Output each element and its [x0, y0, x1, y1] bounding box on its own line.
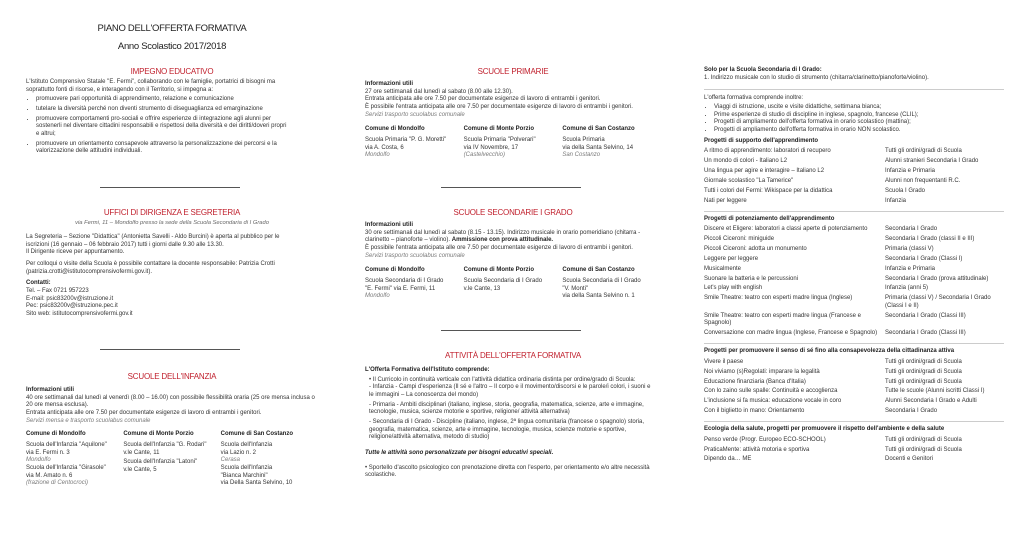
contatti-web[interactable]: Sito web: istitutocomprensivofermi.gov.it [26, 311, 133, 318]
page-title: PIANO DELL'OFFERTA FORMATIVA [97, 23, 247, 34]
school-address: "E. Fermi" via E. Fermi, 11 [365, 285, 436, 292]
school-name: Scuola Secondaria di I Grado [562, 278, 641, 285]
project-target: Tutti gli ordini/gradi di Scuola [885, 148, 962, 155]
project-target: Tutti gli ordini/gradi di Scuola [885, 446, 962, 453]
list-item: • Prime esperienze di studio di discipline in inglese, spagnolo, francese (CLIL); [714, 112, 1004, 120]
secondarie-info1-bold: Ammissione con prova attitudinale. [451, 237, 554, 244]
dirigente-text: Il Dirigente riceve per appuntamento. [26, 249, 125, 256]
secondarie-servizi: Servizi trasporto scuolabus comunale [365, 252, 465, 259]
comprende-label: L'offerta formativa comprende inoltre: [704, 95, 804, 102]
table-row [704, 295, 1004, 313]
comune-name: Comune di Monte Porzio [463, 267, 535, 274]
project-name: Noi viviamo (s)Regolati: imparare la legalità [704, 368, 820, 375]
divider [704, 89, 1004, 90]
school-name: "V. Monti" [562, 285, 589, 292]
project-target: Secondaria I Grado (Classi III) [885, 330, 966, 337]
info-label: Informazioni utili [365, 222, 413, 228]
school-address: via Lazio n. 2 [220, 449, 257, 456]
comune-mondolfo [365, 126, 464, 160]
project-name: Piccoli Ciceroni: adotta un monumento [704, 245, 807, 252]
table-row [704, 246, 1004, 256]
project-group-title: Progetti di potenziamento dell'apprendimento [704, 215, 835, 222]
project-target: Secondaria I Grado (classi II e III) [885, 236, 975, 243]
project-target: Primaria (classi V) [885, 245, 934, 252]
table-row [704, 256, 1004, 266]
solo-item: 1. Indirizzo musicale con lo studio di strumento (chitarra/clarinetto/pianoforte/violino). [704, 74, 929, 81]
project-target: Secondaria I Grado [885, 226, 938, 233]
school-name: Scuola dell'Infanzia [220, 465, 273, 472]
uffici-title: UFFICI DI DIRIGENZA E SEGRETERIA [103, 208, 241, 217]
project-target: Infanzia e Primaria [885, 168, 936, 175]
table-row [704, 198, 1004, 208]
project-table [704, 359, 1004, 418]
project-groups [704, 138, 1004, 467]
comune-san-costanzo [562, 126, 661, 160]
project-target: Secondaria I Grado [885, 408, 938, 415]
primarie-body [365, 81, 661, 160]
table-row [704, 447, 1004, 457]
project-name: Tutti i colori del Fermi: Wikispace per la didattica [704, 187, 833, 194]
inoltre-list [704, 104, 1004, 135]
comune-name: Comune di Monte Porzio [463, 126, 535, 133]
divider [704, 211, 1004, 212]
attivita-primaria: - Primaria - Ambiti disciplinari (italiano, inglese, storia, geografia, matematica, scienze, arte e immagine, tecnologie, musica, scienze motorie e sportive, religione/ attività alternativa) [369, 401, 644, 416]
project-target: Tutti gli ordini/gradi di Scuola [885, 368, 962, 375]
list-item: • promuovere comportamenti pro-sociali e offrire esperienze di integrazione agli alunni per sostenerli nel diventare cittadini responsabili e rispettosi della diversità e dei diritti/doveri propri e altrui; [36, 116, 288, 139]
uffici-body [26, 234, 288, 319]
school-place: (Castelvecchio) [463, 152, 506, 159]
project-table [704, 226, 1004, 340]
project-name: Smile Theatre: teatro con esperti madre lingua (Francese e Spagnolo) [704, 312, 861, 327]
project-name: Giornale scolastico "La Tamerice" [704, 177, 794, 184]
project-table [704, 437, 1004, 467]
school-address: v.le Cante, 11 [123, 449, 160, 456]
project-target: Alunni Secondaria I Grado e Adulti [885, 398, 977, 405]
divider [100, 187, 240, 188]
school-name: Scuola Primaria "P. G. Moretti" [365, 137, 447, 144]
school-place: Mondolfo [365, 293, 390, 300]
school-name: Scuola dell'Infanzia "G. Rodari" [123, 442, 207, 449]
school-name: Scuola dell'Infanzia "Latoni" [123, 459, 198, 466]
infanzia-info1: 40 ore settimanali dal lunedì al venerdì (8.00 – 16.00) con possibile flessibilità oraria (25 ore mensa inclusa o 20 ore mensa esclusa). [26, 394, 315, 409]
school-address: via IV Novembre, 17 [463, 144, 519, 151]
list-item: • tutelare la diversità perché non diventi strumento di diseguaglianza ed emarginazione [36, 106, 288, 114]
project-target: Tutte le scuole (Alunni iscritti Classi I) [885, 388, 985, 395]
project-target: Tutti gli ordini/gradi di Scuola [885, 358, 962, 365]
comune-monte-porzio [464, 267, 563, 301]
contatti-tel: Tel. – Fax 0721 957223 [26, 288, 89, 295]
infanzia-body [26, 387, 318, 488]
school-name: Scuola Secondaria di I Grado [463, 278, 543, 285]
project-name: Nati per leggere [704, 197, 747, 204]
school-address: via A. Costa, 6 [365, 144, 404, 151]
infanzia-title: SCUOLE DELL'INFANZIA [127, 372, 217, 381]
comune-mondolfo [26, 431, 123, 488]
school-address: via Della Santa Selvino, 10 [220, 480, 293, 487]
comune-name: Comune di San Costanzo [562, 267, 635, 274]
project-name: Let's play with english [704, 285, 763, 292]
project-name: Conversazione con madre lingua (Inglese, Francese e Spagnolo) [704, 330, 878, 337]
comune-name: Comune di Mondolfo [365, 267, 425, 274]
contatti-email[interactable]: E-mail: psic83200v@istruzione.it [26, 295, 114, 302]
info-label: Informazioni utili [26, 387, 74, 393]
table-row [704, 359, 1004, 369]
table-row [704, 313, 1004, 331]
impegno-list [26, 96, 288, 156]
comune-san-costanzo [221, 431, 318, 488]
attivita-title: ATTIVITÀ DELL'OFFERTA FORMATIVA [445, 351, 581, 360]
secondarie-info1-text: 30 ore settimanali dal lunedì al sabato (8.15 - 13.15). Indirizzo musicale in orario pomeridiano (chitarra - clarinetto – pianoforte – violino). [365, 229, 641, 244]
project-table [704, 148, 1004, 207]
school-year: Anno Scolastico 2017/2018 [117, 41, 227, 52]
comune-monte-porzio [123, 431, 220, 488]
divider [441, 330, 581, 331]
attivita-personalizzate: Tutte le attività sono personalizzate per bisogni educativi speciali. [365, 450, 554, 457]
primarie-title: SCUOLE PRIMARIE [477, 67, 549, 76]
uffici-subtitle: via Fermi, 11 – Mondolfo presso la sede della Scuola Secondaria di I Grado [75, 220, 269, 226]
school-place: Cerasa [220, 457, 240, 464]
impegno-intro: L'Istituto Comprensivo Statale "E. Fermi", collaborando con le famiglie, portatrici di bisogni ma soprattutto fonti di risorse, e interagendo con il Territorio, si impegna a: [26, 79, 276, 93]
project-target: Primaria (classi V) / Secondaria I Grado (Classi I e II) [885, 295, 991, 309]
comune-name: Comune di Mondolfo [365, 126, 425, 133]
school-place: (frazione di Centocroci) [26, 480, 89, 487]
project-name: Musicalmente [704, 265, 742, 272]
comune-name: Comune di Mondolfo [26, 431, 86, 438]
project-name: A ritmo di apprendimento: laboratori di recupero [704, 148, 831, 155]
project-name: Suonare la batteria e le percussioni [704, 275, 799, 282]
info-label: Informazioni utili [365, 81, 413, 87]
attivita-curricolo: • Il Curricolo in continuità verticale con l'attività didattica ordinaria distinta per ordine/grado di Scuola: [369, 376, 636, 383]
project-target: Docenti e Genitori [885, 456, 934, 463]
school-place: San Costanzo [562, 152, 601, 159]
table-row [704, 437, 1004, 447]
project-target: Alunni non frequentanti R.C. [885, 177, 961, 184]
comune-mondolfo [365, 267, 464, 301]
list-item: • Progetti di ampliamento dell'offerta formativa in orario scolastico (mattina); [714, 119, 1004, 127]
table-row [704, 148, 1004, 158]
school-place: Mondolfo [26, 457, 51, 464]
school-place: Mondolfo [365, 152, 390, 159]
project-group-title: Progetti di supporto dell'apprendimento [704, 137, 819, 144]
comune-monte-porzio [464, 126, 563, 160]
divider [704, 343, 1004, 344]
primarie-info2: Entrata anticipata alle ore 7.50 per documentate esigenze di lavoro di entrambi i genitori. [365, 96, 601, 103]
secondarie-info1 [365, 230, 661, 245]
impegno-body [26, 79, 288, 158]
school-address: via M. Amato n. 6 [26, 472, 73, 479]
list-item: • Progetti di ampliamento dell'offerta formativa in orario NON scolastico. [714, 127, 1004, 135]
project-target: Secondaria I Grado (prova attitudinale) [885, 275, 989, 282]
primarie-comuni [365, 126, 661, 160]
colloqui-text: Per colloqui o visite della Scuola è possibile contattare la docente responsabile: Patrizia Crotti (patrizia.crotti@istitutocomprensivofermi.gov.it). [26, 261, 275, 275]
project-target: Tutti gli ordini/gradi di Scuola [885, 436, 962, 443]
school-address: v.le Cante, 13 [463, 285, 501, 292]
school-name: Scuola dell'Infanzia "Girasole" [26, 465, 106, 472]
secondarie-info2: È possibile l'entrata anticipata alle ore 7.50 per documentate esigenze di lavoro di entrambi i genitori. [365, 245, 633, 252]
table-row [704, 398, 1004, 408]
primarie-info1: 27 ore settimanali dal lunedì al sabato (8.00 alle 12.30). [365, 88, 513, 95]
table-row [704, 369, 1004, 379]
primarie-info3: È possibile l'entrata anticipata alle ore 7.50 per documentate esigenze di lavoro di entrambi i genitori. [365, 104, 633, 111]
table-row [704, 188, 1004, 198]
divider [100, 349, 240, 350]
list-item: • Viaggi di istruzione, uscite e visite didattiche, settimana bianca; [714, 104, 1004, 112]
school-address: via della Santa Selvino n. 1 [562, 293, 635, 300]
project-name: PraticaMente: attività motoria e sportiva [704, 446, 810, 453]
attivita-secondaria: - Secondaria di I Grado - Discipline (italiano, inglese, 2ª lingua comunitaria (francese o spagnolo) storia, geografia, matematica, scienze, arte e immagine, tecnologie, musica, scienze motorie e sportive, religione/attività alternativa, metodo di studio) [369, 419, 645, 441]
project-name: Una lingua per agire e interagire – Italiano L2 [704, 168, 825, 175]
project-target: Secondaria I Grado (Classi I) [885, 255, 963, 262]
infanzia-servizi: Servizi mensa e trasporto scuolabus comunale [26, 417, 151, 424]
table-row [704, 158, 1004, 168]
divider [441, 187, 581, 188]
table-row [704, 379, 1004, 389]
project-target: Infanzia (anni 5) [885, 285, 929, 292]
project-name: Educazione finanziaria (Banca d'Italia) [704, 378, 806, 385]
project-group-title: Ecologia della salute, progetti per promuovere il rispetto dell'ambiente e della salute [704, 425, 945, 432]
segreteria-text: La Segreteria – Sezione "Didattica" (Antonietta Savelli - Aldo Burcini) è aperta al pubblico per le iscrizioni (16 gennaio – 06 febbraio 2017) tutti i giorni dalle 9.30 alle 13.30. [26, 234, 280, 248]
school-name: Scuola dell'Infanzia "Aquilone" [26, 442, 107, 449]
contatti-pec[interactable]: Pec: psic83200v@istruzione.pec.it [26, 303, 118, 310]
solo-title: Solo per la Scuola Secondaria di I Grado: [704, 67, 822, 73]
project-target: Infanzia e Primaria [885, 265, 936, 272]
attivita-body [365, 367, 655, 480]
secondarie-body [365, 222, 661, 301]
school-address: via della Santa Selvino, 14 [562, 144, 634, 151]
impegno-title: IMPEGNO EDUCATIVO [130, 67, 214, 76]
list-item: • promuovere un orientamento consapevole attraverso la personalizzazione dei percorsi e la valorizzazione delle attitudini individuali. [36, 141, 288, 156]
project-name: Dipendo da… ME [704, 456, 752, 463]
table-row [704, 388, 1004, 398]
right-body [704, 67, 1004, 466]
school-address: via E. Fermi n. 3 [26, 449, 70, 456]
table-row [704, 276, 1004, 286]
attivita-intro: L'Offerta Formativa dell'Istituto comprende: [365, 367, 490, 373]
table-row [704, 456, 1004, 466]
project-name: L'inclusione si fa musica: educazione vocale in coro [704, 398, 842, 405]
project-name: Penso verde (Progr. Europeo ECO-SCHOOL) [704, 436, 826, 443]
secondarie-comuni [365, 267, 661, 301]
attivita-curricolo-text: Il Curricolo in continuità verticale con l'attività didattica ordinaria distinta per ordine/grado di Scuola: [372, 376, 636, 383]
comune-name: Comune di Monte Porzio [123, 431, 194, 438]
school-name: Scuola Secondaria di I Grado [365, 278, 444, 285]
project-name: Vivere il paese [704, 358, 744, 365]
table-row [704, 236, 1004, 246]
table-row [704, 168, 1004, 178]
table-row [704, 285, 1004, 295]
infanzia-comuni [26, 431, 318, 488]
table-row [704, 330, 1004, 340]
school-name: "Bianca Marchini" [220, 472, 268, 479]
school-name: Scuola dell'Infanzia [220, 442, 273, 449]
attivita-infanzia: - Infanzia - Campi d'esperienza (Il sé e l'altro – Il corpo e il movimento/discorsi e le parole/i colori, i suoni e le immagini – La conoscenza del mondo) [369, 384, 651, 399]
project-name: Leggere per leggere [704, 255, 759, 262]
table-row [704, 408, 1004, 418]
secondarie-title: SCUOLE SECONDARIE I GRADO [453, 208, 573, 217]
divider [704, 421, 1004, 422]
project-name: Con lo zaino sulle spalle: Continuità e accoglienza [704, 388, 838, 395]
comune-san-costanzo [562, 267, 661, 301]
table-row [704, 266, 1004, 276]
school-name: Scuola Primaria [562, 137, 605, 144]
attivita-sportello: • Sportello d'ascolto psicologico con prenotazione diretta con l'esperto, per orientamento e/o altre necessità scolastiche. [365, 464, 650, 479]
primarie-servizi: Servizi trasporto scuolabus comunale [365, 111, 465, 118]
project-group-title: Progetti per promuovere il senso di sé fino alla consapevolezza della cittadinanza attiva [704, 348, 955, 355]
project-name: Smile Theatre: teatro con esperti madre lingua (Inglese) [704, 295, 853, 302]
table-row [704, 178, 1004, 188]
comune-name: Comune di San Costanzo [220, 431, 293, 438]
project-name: Con il biglietto in mano: Orientamento [704, 408, 805, 415]
project-name: Un mondo di colori - Italiano L2 [704, 158, 788, 165]
table-row [704, 226, 1004, 236]
project-target: Alunni stranieri Secondaria I Grado [885, 158, 979, 165]
project-name: Discere et Eligere: laboratori a classi aperte di potenziamento [704, 226, 868, 233]
infanzia-info2: Entrata anticipata alle ore 7.50 per documentate esigenze di lavoro di entrambi i genitori. [26, 410, 262, 417]
project-target: Tutti gli ordini/gradi di Scuola [885, 378, 962, 385]
school-address: v.le Cante, 5 [123, 467, 157, 474]
contatti-label: Contatti: [26, 280, 51, 287]
project-target: Infanzia [885, 197, 907, 204]
comune-name: Comune di San Costanzo [562, 126, 635, 133]
school-name: Scuola Primaria "Polverari" [463, 137, 536, 144]
list-item: • promuovere pari opportunità di apprendimento, relazione e comunicazione [36, 96, 288, 104]
project-target: Secondaria I Grado (Classi III) [885, 312, 966, 319]
project-name: Piccoli Ciceroni: miniguide [704, 236, 775, 243]
project-target: Scuola I Grado [885, 187, 926, 194]
